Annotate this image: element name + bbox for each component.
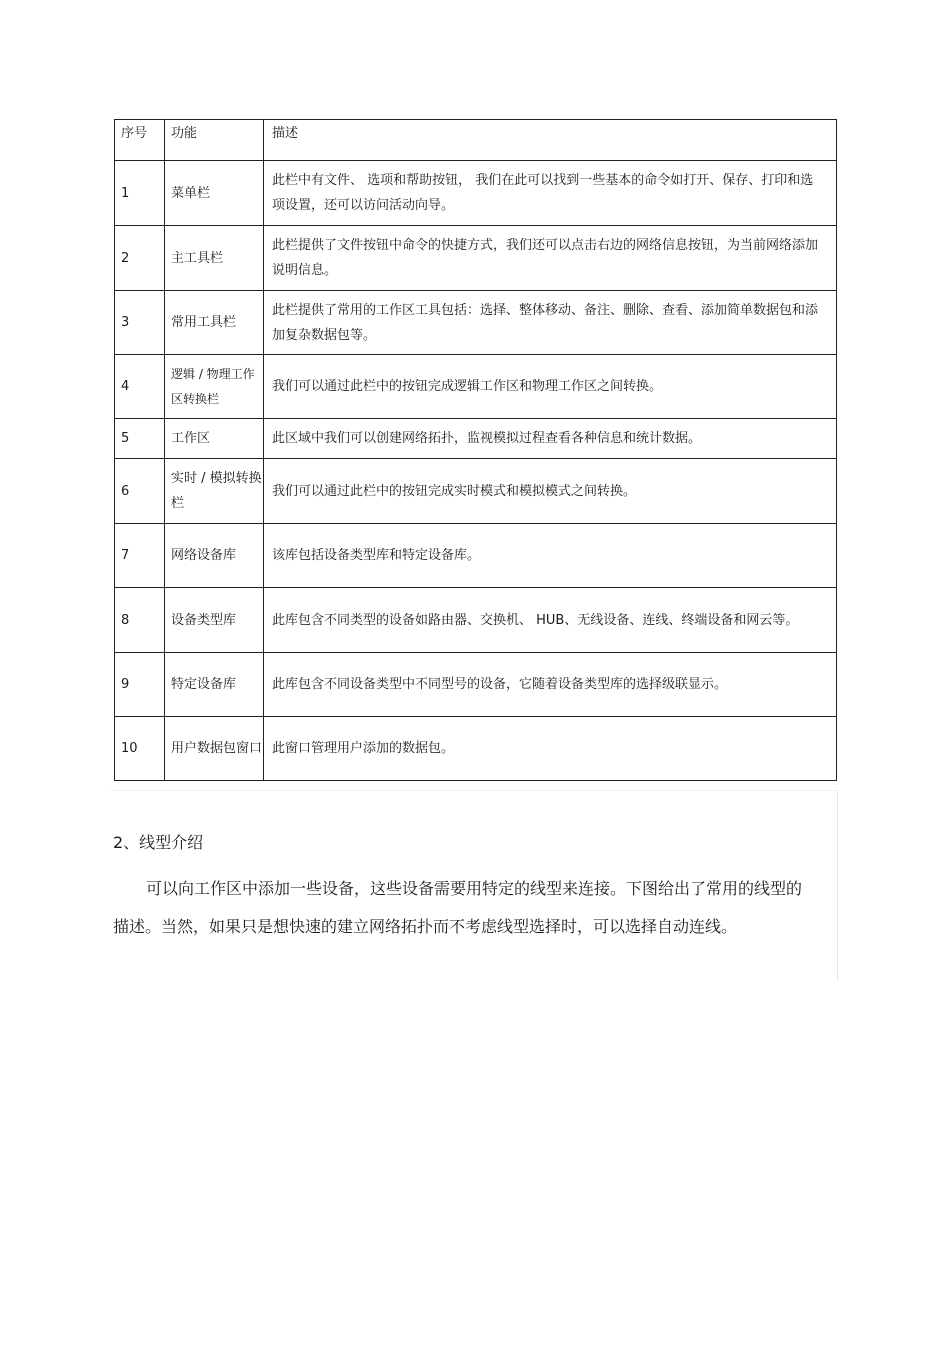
section-paragraph: 可以向工作区中添加一些设备，这些设备需要用特定的线型来连接。下图给出了常用的线型的描述。当然，如果只是想快速的建立网络拓扑而不考虑线型选择时，可以选择自动连线。: [113, 879, 803, 936]
row-function: 菜单栏: [165, 161, 264, 226]
table-row: [115, 524, 837, 588]
row-function: 主工具栏: [165, 226, 264, 291]
table-header-row: [115, 120, 837, 161]
table-row: [115, 161, 837, 226]
row-function: 特定设备库: [165, 653, 264, 717]
row-number: 5: [115, 419, 165, 459]
row-description: 此库包含不同设备类型中不同型号的设备，它随着设备类型库的选择级联显示。: [264, 653, 837, 717]
table-row: [115, 419, 837, 459]
header-seq: 序号: [115, 120, 165, 161]
header-function: 功能: [165, 120, 264, 161]
row-number: 9: [115, 653, 165, 717]
row-function: 工作区: [165, 419, 264, 459]
row-description: 此栏中有文件、 选项和帮助按钮， 我们在此可以找到一些基本的命令如打开、保存、打印和选项设置，还可以访问活动向导。: [264, 161, 837, 226]
row-description: 我们可以通过此栏中的按钮完成实时模式和模拟模式之间转换。: [264, 459, 837, 524]
row-description: 此窗口管理用户添加的数据包。: [264, 717, 837, 781]
table-row: [115, 291, 837, 355]
table-row: [115, 653, 837, 717]
row-number: 3: [115, 291, 165, 355]
row-description: 此栏提供了常用的工作区工具包括：选择、整体移动、备注、删除、查看、添加简单数据包和添加复杂数据包等。: [264, 291, 837, 355]
row-number: 7: [115, 524, 165, 588]
row-description: 我们可以通过此栏中的按钮完成逻辑工作区和物理工作区之间转换。: [264, 355, 837, 419]
row-number: 10: [115, 717, 165, 781]
row-number: 8: [115, 588, 165, 653]
row-description: 此栏提供了文件按钮中命令的快捷方式，我们还可以点击右边的网络信息按钮，为当前网络添加说明信息。: [264, 226, 837, 291]
row-function: 实时 / 模拟转换栏: [165, 459, 264, 524]
row-number: 2: [115, 226, 165, 291]
row-number: 1: [115, 161, 165, 226]
row-function: 逻辑 / 物理工作区转换栏: [165, 355, 264, 419]
row-function: 常用工具栏: [165, 291, 264, 355]
function-table: [114, 119, 837, 781]
table-row: [115, 355, 837, 419]
table-row: [115, 588, 837, 653]
row-function: 网络设备库: [165, 524, 264, 588]
row-description: 该库包括设备类型库和特定设备库。: [264, 524, 837, 588]
row-function: 用户数据包窗口: [165, 717, 264, 781]
row-number: 4: [115, 355, 165, 419]
header-description: 描述: [264, 120, 837, 161]
row-function: 设备类型库: [165, 588, 264, 653]
row-description: 此区域中我们可以创建网络拓扑，监视模拟过程查看各种信息和统计数据。: [264, 419, 837, 459]
table-row: [115, 717, 837, 781]
row-number: 6: [115, 459, 165, 524]
table-row: [115, 226, 837, 291]
section-heading: 2、线型介绍: [113, 833, 204, 852]
row-description: 此库包含不同类型的设备如路由器、交换机、 HUB、无线设备、连线、终端设备和网云等。: [264, 588, 837, 653]
table-row: [115, 459, 837, 524]
